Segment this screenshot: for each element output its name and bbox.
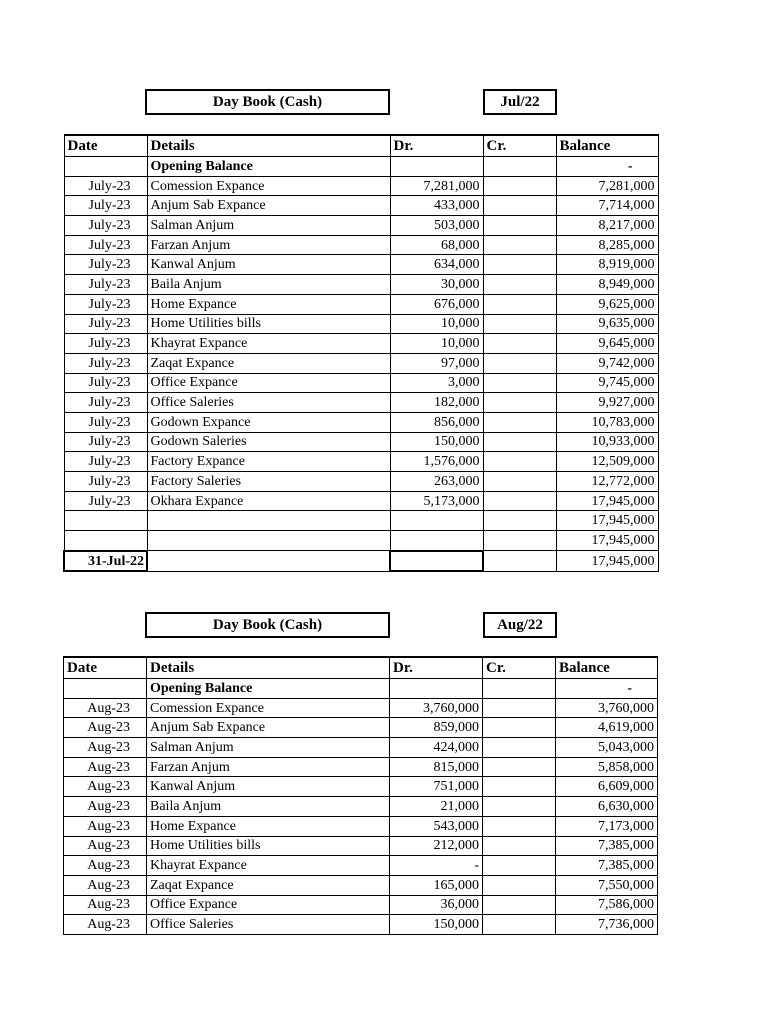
table-row [64, 432, 658, 452]
opening-date-cell [64, 679, 147, 699]
row-cr [483, 531, 556, 551]
table-row [64, 314, 658, 334]
opening-cr-cell [483, 157, 556, 177]
row-details: Office Expance [147, 373, 390, 393]
row-date: July-23 [64, 235, 147, 255]
row-cr [483, 176, 556, 196]
closing-cr-cell [483, 551, 556, 572]
row-details: Kanwal Anjum [147, 777, 390, 797]
row-date: July-23 [64, 294, 147, 314]
row-details: Godown Saleries [147, 432, 390, 452]
row-dr: 182,000 [390, 393, 483, 413]
row-date: July-23 [64, 314, 147, 334]
row-dr: 212,000 [390, 836, 483, 856]
table-row [64, 373, 658, 393]
row-balance: 8,285,000 [556, 235, 658, 255]
row-balance: 9,645,000 [556, 334, 658, 354]
row-balance: 8,919,000 [556, 255, 658, 275]
opening-balance: - [556, 679, 658, 699]
header-row [64, 135, 658, 157]
table-row [64, 176, 658, 196]
row-date: Aug-23 [64, 895, 147, 915]
row-dr: 856,000 [390, 412, 483, 432]
row-date: Aug-23 [64, 738, 147, 758]
row-details: Office Expance [147, 895, 390, 915]
row-cr [483, 511, 556, 531]
row-dr: 543,000 [390, 816, 483, 836]
row-dr: 165,000 [390, 875, 483, 895]
row-date: July-23 [64, 393, 147, 413]
row-balance: 8,949,000 [556, 275, 658, 295]
row-balance: 9,745,000 [556, 373, 658, 393]
row-dr: 10,000 [390, 334, 483, 354]
row-balance: 9,625,000 [556, 294, 658, 314]
row-dr: 150,000 [390, 915, 483, 935]
row-date: Aug-23 [64, 757, 147, 777]
row-date [64, 511, 147, 531]
row-balance: 17,945,000 [556, 511, 658, 531]
row-cr [483, 393, 556, 413]
row-dr: 815,000 [390, 757, 483, 777]
row-cr [483, 452, 556, 472]
row-balance: 7,550,000 [556, 875, 658, 895]
row-dr: 433,000 [390, 196, 483, 216]
closing-balance: 17,945,000 [556, 551, 658, 572]
row-details: Home Utilities bills [147, 836, 390, 856]
row-details: Home Utilities bills [147, 314, 390, 334]
table-row [64, 353, 658, 373]
row-cr [483, 235, 556, 255]
row-cr [483, 353, 556, 373]
row-details: Salman Anjum [147, 216, 390, 236]
row-balance: 7,385,000 [556, 836, 658, 856]
col-header-cr: Cr. [483, 135, 556, 157]
opening-row [64, 157, 658, 177]
table-row [64, 738, 658, 758]
row-balance: 7,586,000 [556, 895, 658, 915]
row-balance: 7,385,000 [556, 856, 658, 876]
row-cr [483, 373, 556, 393]
row-dr: 21,000 [390, 797, 483, 817]
row-details: Godown Expance [147, 412, 390, 432]
row-date: Aug-23 [64, 797, 147, 817]
ledger-table-jul [63, 134, 659, 572]
table-row [64, 895, 658, 915]
row-cr [483, 472, 556, 492]
row-details: Zaqat Expance [147, 875, 390, 895]
opening-label: Opening Balance [147, 157, 390, 177]
row-balance: 5,043,000 [556, 738, 658, 758]
row-cr [483, 216, 556, 236]
row-balance: 9,742,000 [556, 353, 658, 373]
col-header-dr: Dr. [390, 135, 483, 157]
table-row [64, 275, 658, 295]
row-details [147, 531, 390, 551]
row-date: Aug-23 [64, 875, 147, 895]
row-dr: 30,000 [390, 275, 483, 295]
daybook-title-jul: Day Book (Cash) [145, 89, 390, 115]
table-row [64, 412, 658, 432]
row-dr: 1,576,000 [390, 452, 483, 472]
closing-details-cell [147, 551, 390, 572]
table-row [64, 856, 658, 876]
table-row [64, 491, 658, 511]
closing-date: 31-Jul-22 [64, 551, 147, 572]
row-cr [483, 718, 556, 738]
row-date: Aug-23 [64, 856, 147, 876]
row-balance: 5,858,000 [556, 757, 658, 777]
opening-date-cell [64, 157, 147, 177]
closing-dr-cell [390, 551, 483, 572]
row-details: Khayrat Expance [147, 334, 390, 354]
row-details: Anjum Sab Expance [147, 718, 390, 738]
opening-dr-cell [390, 679, 483, 699]
table-row [64, 472, 658, 492]
row-balance: 7,736,000 [556, 915, 658, 935]
row-details: Factory Expance [147, 452, 390, 472]
row-date: Aug-23 [64, 718, 147, 738]
row-balance: 9,635,000 [556, 314, 658, 334]
row-dr [390, 531, 483, 551]
row-cr [483, 314, 556, 334]
row-dr [390, 511, 483, 531]
row-dr: 36,000 [390, 895, 483, 915]
table-row [64, 511, 658, 531]
row-dr: 263,000 [390, 472, 483, 492]
table-row [64, 797, 658, 817]
col-header-details: Details [147, 657, 390, 679]
table-row [64, 235, 658, 255]
row-dr: 3,000 [390, 373, 483, 393]
row-balance: 6,609,000 [556, 777, 658, 797]
row-cr [483, 738, 556, 758]
row-cr [483, 895, 556, 915]
table-row [64, 393, 658, 413]
table-row [64, 915, 658, 935]
row-details: Comession Expance [147, 176, 390, 196]
row-cr [483, 294, 556, 314]
row-cr [483, 816, 556, 836]
col-header-balance: Balance [556, 657, 658, 679]
row-date: July-23 [64, 255, 147, 275]
row-balance: 7,714,000 [556, 196, 658, 216]
row-date: July-23 [64, 432, 147, 452]
row-details: Salman Anjum [147, 738, 390, 758]
ledger-body-jul [64, 157, 658, 551]
row-balance: 10,933,000 [556, 432, 658, 452]
row-dr: 676,000 [390, 294, 483, 314]
table-row [64, 255, 658, 275]
opening-row [64, 679, 658, 699]
col-header-date: Date [64, 657, 147, 679]
table-row [64, 334, 658, 354]
row-details: Farzan Anjum [147, 757, 390, 777]
col-header-balance: Balance [556, 135, 658, 157]
row-balance: 10,783,000 [556, 412, 658, 432]
row-cr [483, 777, 556, 797]
table-row [64, 875, 658, 895]
row-date: Aug-23 [64, 836, 147, 856]
row-details: Office Saleries [147, 915, 390, 935]
row-balance: 8,217,000 [556, 216, 658, 236]
row-cr [483, 836, 556, 856]
row-dr: 424,000 [390, 738, 483, 758]
row-balance: 12,509,000 [556, 452, 658, 472]
daybook-title-aug: Day Book (Cash) [145, 612, 390, 638]
row-dr: 503,000 [390, 216, 483, 236]
col-header-cr: Cr. [483, 657, 556, 679]
table-row [64, 816, 658, 836]
row-balance: 17,945,000 [556, 531, 658, 551]
row-cr [483, 432, 556, 452]
row-date: July-23 [64, 216, 147, 236]
row-cr [483, 196, 556, 216]
col-header-date: Date [64, 135, 147, 157]
row-balance: 17,945,000 [556, 491, 658, 511]
row-date: July-23 [64, 275, 147, 295]
row-date: Aug-23 [64, 777, 147, 797]
row-details: Anjum Sab Expance [147, 196, 390, 216]
col-header-dr: Dr. [390, 657, 483, 679]
row-cr [483, 698, 556, 718]
row-cr [483, 915, 556, 935]
row-cr [483, 275, 556, 295]
row-details: Baila Anjum [147, 797, 390, 817]
row-balance: 6,630,000 [556, 797, 658, 817]
period-label-jul: Jul/22 [483, 89, 557, 115]
ledger-table-aug [63, 656, 658, 935]
row-details: Khayrat Expance [147, 856, 390, 876]
row-cr [483, 757, 556, 777]
closing-row [64, 551, 658, 572]
ledger-body-aug [64, 679, 658, 935]
row-cr [483, 412, 556, 432]
row-dr: 859,000 [390, 718, 483, 738]
row-details: Okhara Expance [147, 491, 390, 511]
row-balance: 3,760,000 [556, 698, 658, 718]
row-date: July-23 [64, 196, 147, 216]
table-row [64, 757, 658, 777]
row-dr: 150,000 [390, 432, 483, 452]
row-date: July-23 [64, 491, 147, 511]
row-cr [483, 797, 556, 817]
row-cr [483, 875, 556, 895]
row-dr: 10,000 [390, 314, 483, 334]
row-dr: 634,000 [390, 255, 483, 275]
row-date: July-23 [64, 412, 147, 432]
table-row [64, 452, 658, 472]
opening-label: Opening Balance [147, 679, 390, 699]
table-row [64, 698, 658, 718]
row-balance: 12,772,000 [556, 472, 658, 492]
row-date: July-23 [64, 472, 147, 492]
opening-cr-cell [483, 679, 556, 699]
opening-dr-cell [390, 157, 483, 177]
row-details [147, 511, 390, 531]
row-details: Factory Saleries [147, 472, 390, 492]
row-details: Comession Expance [147, 698, 390, 718]
row-details: Kanwal Anjum [147, 255, 390, 275]
col-header-details: Details [147, 135, 390, 157]
row-dr: - [390, 856, 483, 876]
table-row [64, 531, 658, 551]
row-details: Zaqat Expance [147, 353, 390, 373]
row-details: Home Expance [147, 816, 390, 836]
row-dr: 7,281,000 [390, 176, 483, 196]
row-cr [483, 255, 556, 275]
row-date: Aug-23 [64, 915, 147, 935]
period-label-aug: Aug/22 [483, 612, 557, 638]
row-details: Baila Anjum [147, 275, 390, 295]
row-date: July-23 [64, 353, 147, 373]
row-cr [483, 334, 556, 354]
row-details: Home Expance [147, 294, 390, 314]
row-cr [483, 856, 556, 876]
header-row [64, 657, 658, 679]
row-balance: 9,927,000 [556, 393, 658, 413]
row-date: July-23 [64, 334, 147, 354]
row-date: July-23 [64, 452, 147, 472]
table-row [64, 196, 658, 216]
row-dr: 68,000 [390, 235, 483, 255]
row-dr: 3,760,000 [390, 698, 483, 718]
table-row [64, 777, 658, 797]
table-row [64, 836, 658, 856]
row-details: Office Saleries [147, 393, 390, 413]
row-balance: 4,619,000 [556, 718, 658, 738]
table-row [64, 718, 658, 738]
row-dr: 751,000 [390, 777, 483, 797]
table-row [64, 294, 658, 314]
row-date [64, 531, 147, 551]
row-dr: 97,000 [390, 353, 483, 373]
row-date: Aug-23 [64, 698, 147, 718]
row-date: July-23 [64, 176, 147, 196]
row-cr [483, 491, 556, 511]
row-dr: 5,173,000 [390, 491, 483, 511]
row-details: Farzan Anjum [147, 235, 390, 255]
row-balance: 7,173,000 [556, 816, 658, 836]
row-balance: 7,281,000 [556, 176, 658, 196]
opening-balance: - [556, 157, 658, 177]
row-date: July-23 [64, 373, 147, 393]
table-row [64, 216, 658, 236]
row-date: Aug-23 [64, 816, 147, 836]
